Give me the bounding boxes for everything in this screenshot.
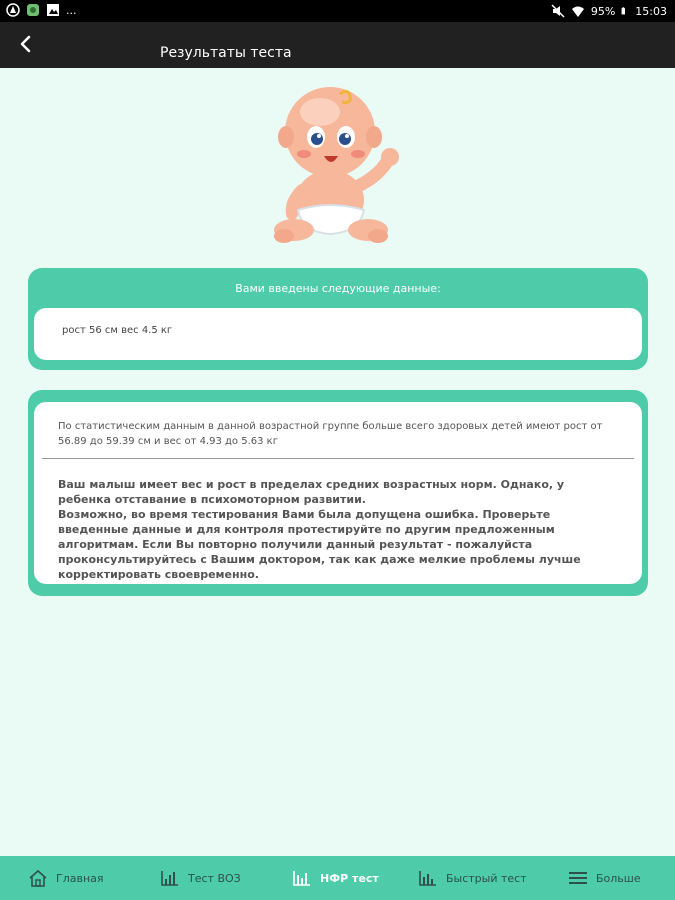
baby-illustration	[268, 82, 408, 247]
battery-icon	[621, 4, 629, 18]
battery-percent: 95%	[590, 4, 616, 18]
entered-data-heading: Вами введены следующие данные:	[235, 282, 441, 295]
entered-data-box	[34, 308, 642, 360]
page-title: Результаты теста	[160, 45, 292, 61]
nav-quick-test[interactable]	[418, 856, 527, 900]
entered-data-card	[28, 268, 648, 370]
divider	[42, 458, 634, 459]
home-icon	[28, 869, 48, 887]
result-card	[28, 390, 648, 596]
nav-more[interactable]	[568, 856, 641, 900]
line-chart-icon	[160, 869, 180, 887]
bottom-nav	[0, 856, 675, 900]
wifi-icon	[571, 4, 585, 18]
more-icon: ...	[66, 3, 77, 17]
menu-icon	[568, 869, 588, 887]
back-arrow-icon[interactable]	[14, 32, 38, 56]
mute-icon	[551, 4, 565, 18]
result-box	[34, 402, 642, 584]
nav-who-test-label: Тест ВОЗ	[188, 871, 241, 885]
status-bar	[0, 0, 675, 22]
bar-chart-icon	[292, 869, 312, 887]
result-text: Ваш малыш имеет вес и рост в пределах средних возрастных норм. Однако, у ребенка отставание в психомоторном развитии. Возможно, во время тестирования Вами была допущена ошибка. Проверьте введенные данные и для контроля протестируйте по другим предложенным алгоритмам. Если Вы повторно получили данный результат - пожалуйста проконсультируйтесь с Вашим доктором, так как даже мелкие проблемы лучше корректировать своевременно.	[58, 478, 581, 581]
nav-home-label: Главная	[56, 871, 104, 885]
entered-data-text: рост 56 см вес 4.5 кг	[62, 325, 173, 336]
nav-who-test[interactable]	[160, 856, 241, 900]
nav-nfr-test[interactable]	[292, 856, 379, 900]
nav-home[interactable]	[28, 856, 104, 900]
nav-more-label: Больше	[596, 871, 641, 885]
bar-chart-small-icon	[418, 869, 438, 887]
app-icon	[26, 3, 40, 17]
statistics-text: По статистическим данным в данной возрастной группе больше всего здоровых детей имеют рост от 56.89 до 59.39 см и вес от 4.93 до 5.63 кг	[58, 421, 603, 447]
alert-icon	[6, 3, 20, 17]
image-icon	[46, 3, 60, 17]
nav-nfr-test-label: НФР тест	[320, 871, 379, 885]
nav-quick-test-label: Быстрый тест	[446, 871, 527, 885]
clock: 15:03	[635, 4, 667, 18]
app-bar	[0, 22, 675, 68]
